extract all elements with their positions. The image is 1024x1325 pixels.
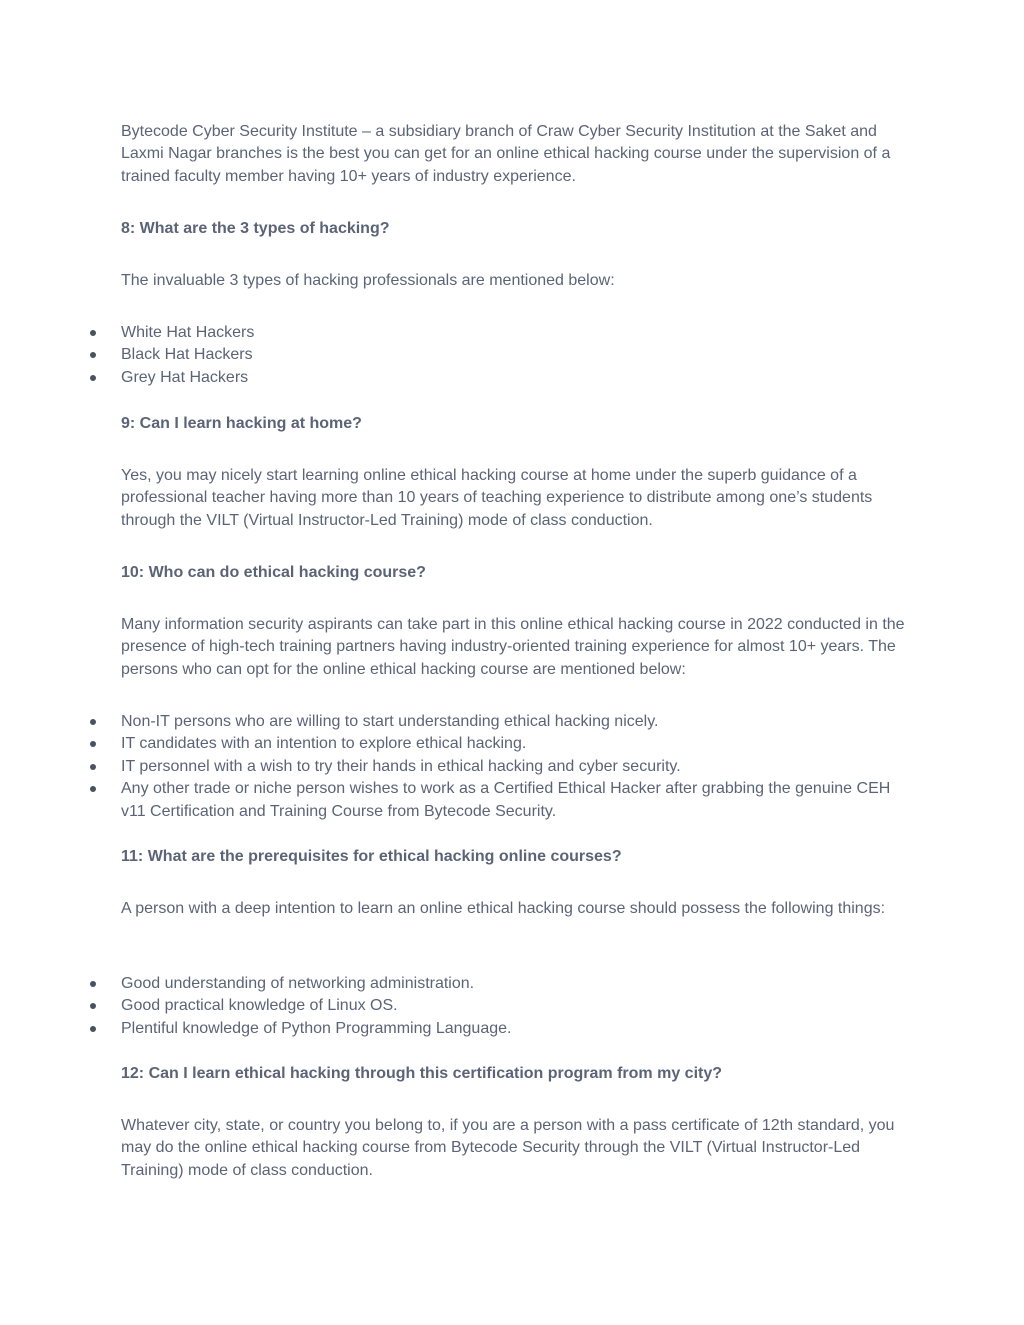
list-item: Black Hat Hackers — [121, 344, 911, 366]
list-item: IT personnel with a wish to try their hands in ethical hacking and cyber security. — [121, 756, 911, 778]
question-11-heading: 11: What are the prerequisites for ethical hacking online courses? — [121, 848, 622, 865]
bullet-icon — [90, 741, 96, 747]
question-10-text: Many information security aspirants can take part in this online ethical hacking course in 2022 conducted in the presence of high-tech training partners having industry-oriented training experience for almost 10+ years. The persons who can opt for the online ethical hacking course are mentioned below: — [121, 616, 905, 678]
list-item: Plentiful knowledge of Python Programming Language. — [121, 1018, 911, 1040]
bullet-icon — [90, 375, 96, 381]
list-item: Non-IT persons who are willing to start understanding ethical hacking nicely. — [121, 711, 911, 733]
question-8-heading: 8: What are the 3 types of hacking? — [121, 220, 390, 237]
list-item: Any other trade or niche person wishes to work as a Certified Ethical Hacker after grabbing the genuine CEH v11 Certification and Training Course from Bytecode Security. — [121, 778, 911, 823]
list-item: Good understanding of networking administration. — [121, 973, 911, 995]
list-item: Good practical knowledge of Linux OS. — [121, 995, 911, 1017]
list-item: Grey Hat Hackers — [121, 367, 911, 389]
question-9-text: Yes, you may nicely start learning online ethical hacking course at home under the superb guidance of a professional teacher having more than 10 years of teaching experience to distribute among one’s students through the VILT (Virtual Instructor-Led Training) mode of class conduction. — [121, 467, 873, 529]
bullet-icon — [90, 1026, 96, 1032]
bullet-icon — [90, 786, 96, 792]
bullet-icon — [90, 981, 96, 987]
hacker-types-list — [121, 322, 911, 389]
list-item: IT candidates with an intention to explore ethical hacking. — [121, 733, 911, 755]
eligible-persons-list — [121, 711, 911, 823]
question-12-heading: 12: Can I learn ethical hacking through this certification program from my city? — [121, 1065, 723, 1082]
question-12-text: Whatever city, state, or country you belong to, if you are a person with a pass certificate of 12th standard, you may do the online ethical hacking course from Bytecode Security through the VILT (Virtual Instructor-Led Training) mode of class conduction. — [121, 1117, 895, 1179]
bullet-icon — [90, 1003, 96, 1009]
intro-paragraph: Bytecode Cyber Security Institute – a subsidiary branch of Craw Cyber Security Institution at the Saket and Laxmi Nagar branches is the best you can get for an online ethical hacking course under the supervision of a trained faculty member having 10+ years of industry experience. — [121, 123, 891, 185]
bullet-icon — [90, 719, 96, 725]
question-10-heading: 10: Who can do ethical hacking course? — [121, 564, 426, 581]
bullet-icon — [90, 764, 96, 770]
bullet-icon — [90, 352, 96, 358]
question-11-text: A person with a deep intention to learn an online ethical hacking course should possess the following things: — [121, 900, 886, 917]
prerequisites-list — [121, 973, 911, 1040]
list-item: White Hat Hackers — [121, 322, 911, 344]
question-8-text: The invaluable 3 types of hacking professionals are mentioned below: — [121, 272, 615, 289]
bullet-icon — [90, 330, 96, 336]
question-9-heading: 9: Can I learn hacking at home? — [121, 415, 362, 432]
